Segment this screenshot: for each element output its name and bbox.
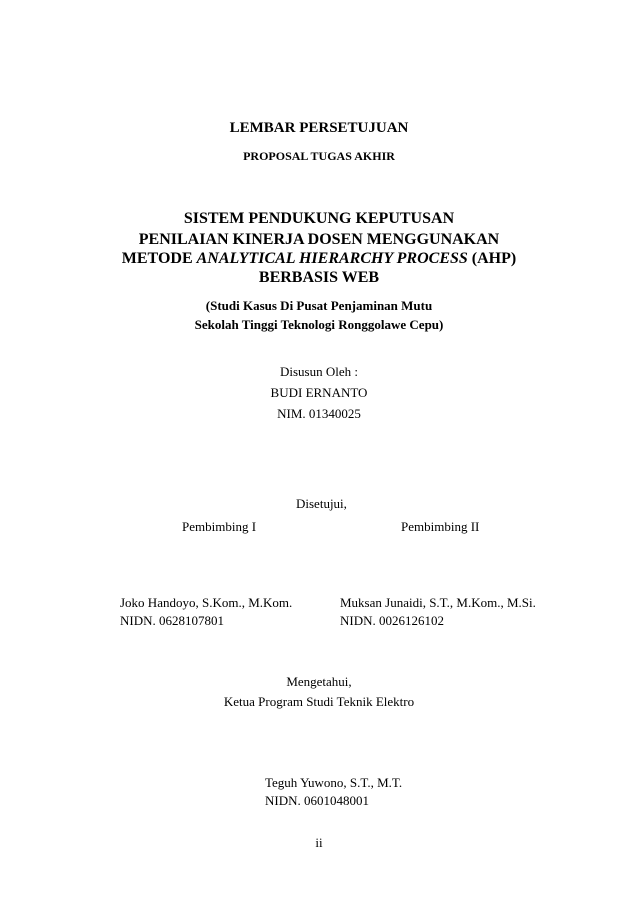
page-number: ii — [315, 835, 323, 850]
supervisor-2-role: Pembimbing II — [401, 519, 480, 534]
approved-label: Disetujui, — [296, 496, 347, 511]
author-name: BUDI ERNANTO — [270, 385, 368, 400]
thesis-title-line-1: SISTEM PENDUKUNG KEPUTUSAN — [183, 210, 455, 227]
acknowledged-label: Mengetahui, — [286, 674, 352, 689]
program-head-name: Teguh Yuwono, S.T., M.T. — [265, 775, 403, 790]
supervisor-1-nidn: NIDN. 0628107801 — [120, 613, 224, 628]
proposal-type: PROPOSAL TUGAS AKHIR — [243, 149, 395, 163]
supervisor-1-role: Pembimbing I — [182, 519, 257, 534]
case-study-line-1: (Studi Kasus Di Pusat Penjaminan Mutu — [205, 298, 433, 313]
prepared-by-label: Disusun Oleh : — [280, 364, 358, 379]
thesis-title-line-2: PENILAIAN KINERJA DOSEN MENGGUNAKAN — [138, 231, 500, 248]
program-head-nidn: NIDN. 0601048001 — [265, 793, 369, 808]
supervisor-1-name: Joko Handoyo, S.Kom., M.Kom. — [120, 595, 293, 610]
thesis-title-line-3: METODE ANALYTICAL HIERARCHY PROCESS (AHP) — [121, 250, 517, 267]
sheet-title: LEMBAR PERSETUJUAN — [229, 120, 409, 136]
supervisor-2-name: Muksan Junaidi, S.T., M.Kom., M.Si. — [340, 595, 536, 610]
thesis-title-line-4: BERBASIS WEB — [258, 269, 380, 286]
case-study-line-2: Sekolah Tinggi Teknologi Ronggolawe Cepu) — [194, 317, 444, 332]
supervisor-2-nidn: NIDN. 0026126102 — [340, 613, 444, 628]
author-nim: NIM. 01340025 — [277, 406, 361, 421]
program-head-role: Ketua Program Studi Teknik Elektro — [223, 694, 415, 709]
